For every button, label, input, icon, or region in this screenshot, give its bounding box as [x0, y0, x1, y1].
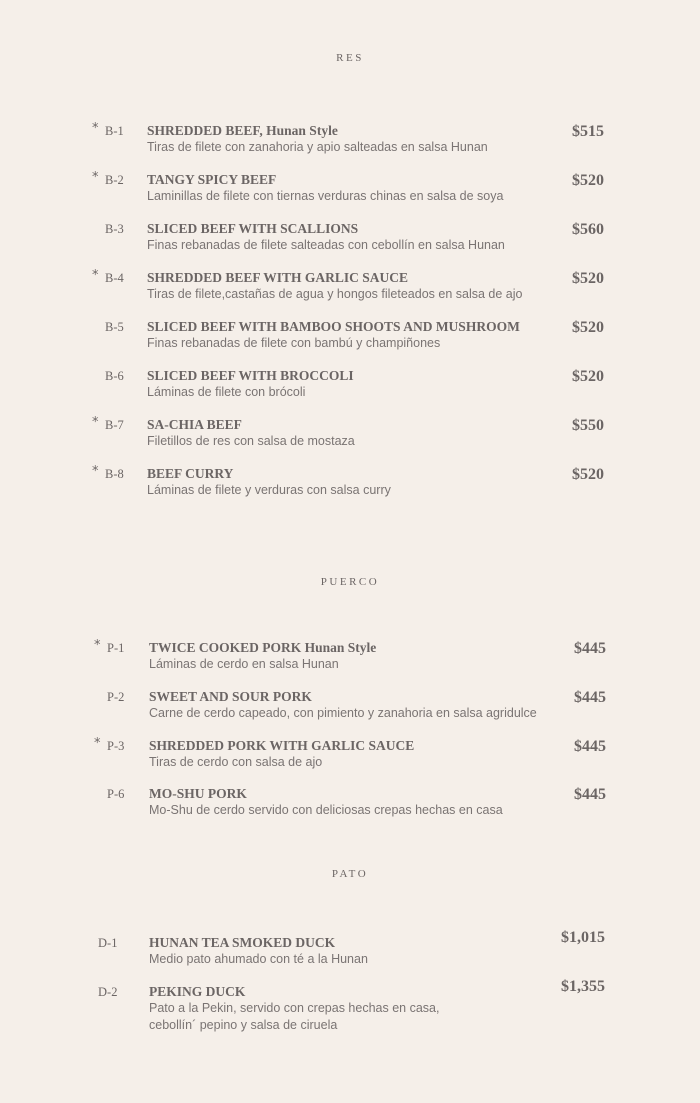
item-code: B-1: [105, 124, 124, 138]
item-price: $445: [574, 786, 606, 803]
item-code: D-1: [98, 936, 118, 950]
spicy-asterisk-icon: *: [92, 268, 99, 283]
menu-item-p-3: [0, 738, 700, 782]
item-code: B-3: [105, 222, 124, 236]
menu-item-d-2: [0, 978, 700, 1032]
menu-item-b-3: [0, 221, 700, 265]
item-name: TANGY SPICY BEEF: [147, 172, 277, 187]
menu-item-d-1: [0, 929, 700, 979]
item-description: Finas rebanadas de filete salteadas con cebollín en salsa Hunan: [147, 238, 505, 252]
menu-item-b-5: [0, 319, 700, 363]
item-name: MO-SHU PORK: [149, 786, 247, 801]
item-description: Carne de cerdo capeado, con pimiento y zanahoria en salsa agridulce: [149, 706, 537, 720]
item-price: $1,015: [561, 929, 605, 946]
item-price: $1,355: [561, 978, 605, 995]
item-code: B-7: [105, 418, 124, 432]
spicy-asterisk-icon: *: [92, 464, 99, 479]
spicy-asterisk-icon: *: [92, 415, 99, 430]
section-title-res: RES: [336, 52, 364, 64]
item-name: SLICED BEEF WITH BROCCOLI: [147, 368, 354, 383]
item-description: Mo-Shu de cerdo servido con deliciosas crepas hechas en casa: [149, 803, 503, 817]
item-code: P-2: [107, 690, 125, 704]
item-price: $520: [572, 270, 604, 287]
item-description: Tiras de filete,castañas de agua y hongos fileteados en salsa de ajo: [147, 287, 523, 301]
item-price: $520: [572, 319, 604, 336]
menu-item-b-8: [0, 466, 700, 510]
item-name: SLICED BEEF WITH SCALLIONS: [147, 221, 359, 236]
menu-item-b-1: [0, 123, 700, 167]
item-name: SWEET AND SOUR PORK: [149, 689, 312, 704]
item-name: HUNAN TEA SMOKED DUCK: [149, 935, 336, 950]
menu-item-p-6: [0, 786, 700, 830]
item-description: Láminas de filete con brócoli: [147, 385, 306, 399]
menu-item-b-4: [0, 270, 700, 314]
item-name: SHREDDED PORK WITH GARLIC SAUCE: [149, 738, 415, 753]
spicy-asterisk-icon: *: [92, 170, 99, 185]
item-name: TWICE COOKED PORK Hunan Style: [149, 640, 377, 655]
item-code: B-6: [105, 369, 124, 383]
item-price: $445: [574, 640, 606, 657]
menu-item-p-2: [0, 689, 700, 733]
item-price: $445: [574, 689, 606, 706]
item-description: Tiras de filete con zanahoria y apio salteadas en salsa Hunan: [147, 140, 488, 154]
item-code: P-1: [107, 641, 125, 655]
item-code: D-2: [98, 985, 118, 999]
item-name: SHREDDED BEEF WITH GARLIC SAUCE: [147, 270, 409, 285]
item-price: $515: [572, 123, 604, 140]
item-name: SHREDDED BEEF, Hunan Style: [147, 123, 338, 138]
item-code: B-5: [105, 320, 124, 334]
item-code: B-2: [105, 173, 124, 187]
item-price: $520: [572, 466, 604, 483]
item-code: P-3: [107, 739, 125, 753]
item-description: Finas rebanadas de filete con bambú y champiñones: [147, 336, 441, 350]
item-description: Tiras de cerdo con salsa de ajo: [149, 755, 323, 769]
item-description: cebollín´ pepino y salsa de ciruela: [149, 1018, 338, 1032]
item-code: B-4: [105, 271, 124, 285]
item-name: BEEF CURRY: [147, 466, 234, 481]
item-description: Láminas de cerdo en salsa Hunan: [149, 657, 339, 671]
item-description: Filetillos de res con salsa de mostaza: [147, 434, 355, 448]
spicy-asterisk-icon: *: [94, 736, 101, 751]
item-price: $550: [572, 417, 604, 434]
item-name: PEKING DUCK: [149, 984, 246, 999]
item-price: $445: [574, 738, 606, 755]
item-code: P-6: [107, 787, 125, 801]
item-price: $520: [572, 172, 604, 189]
item-price: $560: [572, 221, 604, 238]
item-name: SA-CHIA BEEF: [147, 417, 242, 432]
menu-item-b-7: [0, 417, 700, 461]
item-name: SLICED BEEF WITH BAMBOO SHOOTS AND MUSHROOM: [147, 319, 520, 334]
spicy-asterisk-icon: *: [92, 121, 99, 136]
item-description: Medio pato ahumado con té a la Hunan: [149, 952, 368, 966]
item-description: Laminillas de filete con tiernas verduras chinas en salsa de soya: [147, 189, 504, 203]
section-title-puerco: PUERCO: [320, 576, 380, 588]
item-description: Láminas de filete y verduras con salsa curry: [147, 483, 391, 497]
section-title-pato: PATO: [331, 868, 369, 880]
spicy-asterisk-icon: *: [94, 638, 101, 653]
menu-item-p-1: [0, 640, 700, 684]
menu-item-b-2: [0, 172, 700, 216]
item-code: B-8: [105, 467, 124, 481]
item-description: Pato a la Pekin, servido con crepas hechas en casa,: [149, 1001, 440, 1015]
menu-item-b-6: [0, 368, 700, 412]
item-price: $520: [572, 368, 604, 385]
